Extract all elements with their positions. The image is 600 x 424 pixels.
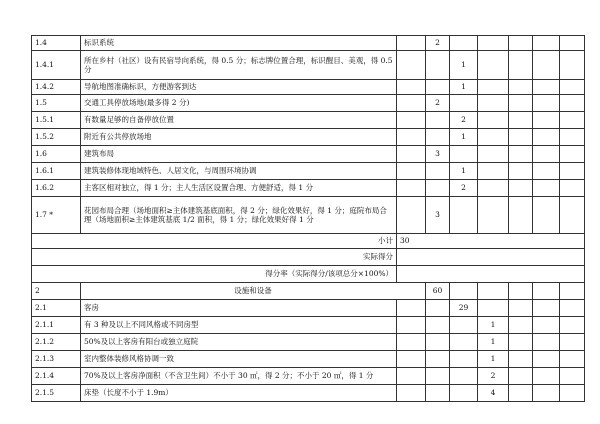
item-desc: 标识系统 — [81, 36, 397, 51]
item-subscore: 2 — [450, 180, 478, 197]
item-id: 1.5.2 — [32, 129, 81, 146]
table-row — [32, 112, 585, 129]
item-subscore: 1 — [450, 129, 478, 146]
summary-value — [397, 266, 585, 283]
item-desc: 所在乡村（社区）设有民宿导向系统，得 0.5 分；标志牌位置合理，标识醒目、美观，得 0.5 分 — [81, 51, 397, 80]
item-subscore: 2 — [450, 112, 478, 129]
item-id: 1.6 — [32, 146, 81, 163]
item-id: 1.5.1 — [32, 112, 81, 129]
item-id: 1.4.1 — [32, 51, 81, 80]
section-id: 2 — [32, 283, 81, 300]
summary-value: 30 — [397, 234, 585, 249]
item-desc: 花园布局合理（场地面积≥主体建筑基底面积，得 2 分；绿化效果好，得 1 分；庭院布局合理（场地面积≥主体建筑基底 1/2 面积，得 1 分；绿化效果好得 1 分 — [81, 197, 397, 234]
item-id: 1.4.2 — [32, 80, 81, 95]
item-id: 1.6.2 — [32, 180, 81, 197]
summary-label: 小计 — [32, 234, 397, 249]
item-desc: 50%及以上客房有阳台或独立庭院 — [81, 334, 397, 351]
item-subscore — [450, 36, 478, 51]
table-row — [32, 351, 585, 368]
item-subscore: 1 — [478, 317, 509, 334]
table-row — [32, 317, 585, 334]
item-desc: 床垫（长度不小于 1.9m） — [81, 385, 397, 402]
table-row — [32, 385, 585, 402]
item-desc: 交通工具停放场地(最多得 2 分) — [81, 95, 397, 112]
summary-row — [32, 234, 585, 249]
item-subscore: 4 — [478, 385, 509, 402]
item-score: 2 — [426, 95, 450, 112]
item-id: 2.1.1 — [32, 317, 81, 334]
item-desc: 室内整体装修风格协调一致 — [81, 351, 397, 368]
item-subscore: 1 — [450, 163, 478, 180]
table-row — [32, 180, 585, 197]
item-id: 2.1.3 — [32, 351, 81, 368]
summary-row — [32, 249, 585, 266]
section-score: 60 — [426, 283, 450, 300]
item-desc: 建筑布局 — [81, 146, 397, 163]
item-subscore: 1 — [450, 80, 478, 95]
item-id: 2.1.2 — [32, 334, 81, 351]
scoring-table — [31, 35, 585, 402]
section-title: 设施和设备 — [81, 283, 426, 300]
item-desc: 有 3 种及以上不同风格或不同房型 — [81, 317, 397, 334]
item-id: 1.6.1 — [32, 163, 81, 180]
item-desc: 主客区相对独立，得 1 分；主人生活区设置合理、方便舒适，得 1 分 — [81, 180, 397, 197]
summary-label: 实际得分 — [32, 249, 397, 266]
table-row — [32, 368, 585, 385]
item-desc: 附近有公共停放场地 — [81, 129, 397, 146]
table-row — [32, 51, 585, 80]
item-score: 3 — [426, 197, 450, 234]
item-desc: 导航地图准确标识，方便游客到达 — [81, 80, 397, 95]
item-id: 2.1.5 — [32, 385, 81, 402]
item-desc: 70%及以上客房净面积（不含卫生间）不小于 30 ㎡，得 2 分；不小于 20 ㎡，得 1 分 — [81, 368, 397, 385]
table-row — [32, 36, 585, 51]
table-row — [32, 334, 585, 351]
item-id: 2.1.4 — [32, 368, 81, 385]
item-desc: 有数量足够的自备停放位置 — [81, 112, 397, 129]
item-score: 3 — [426, 146, 450, 163]
item-id: 2.1 — [32, 300, 81, 317]
item-id: 1.5 — [32, 95, 81, 112]
item-subscore: 1 — [478, 334, 509, 351]
item-subscore: 2 — [478, 368, 509, 385]
item-id: 1.7 * — [32, 197, 81, 234]
table-row — [32, 300, 585, 317]
summary-row — [32, 266, 585, 283]
table-row — [32, 197, 585, 234]
table-row — [32, 129, 585, 146]
table-row — [32, 146, 585, 163]
item-desc: 建筑装修体现地域特色、人居文化，与周围环境协调 — [81, 163, 397, 180]
item-id: 1.4 — [32, 36, 81, 51]
summary-label: 得分率（实际得分/该项总分×100%） — [32, 266, 397, 283]
summary-value — [397, 249, 585, 266]
item-subscore: 1 — [450, 51, 478, 80]
section-header-row — [32, 283, 585, 300]
table-row — [32, 80, 585, 95]
item-subscore: 1 — [478, 351, 509, 368]
table-row — [32, 95, 585, 112]
table-row — [32, 163, 585, 180]
item-desc: 客房 — [81, 300, 397, 317]
item-score: 29 — [450, 300, 478, 317]
item-score: 2 — [426, 36, 450, 51]
